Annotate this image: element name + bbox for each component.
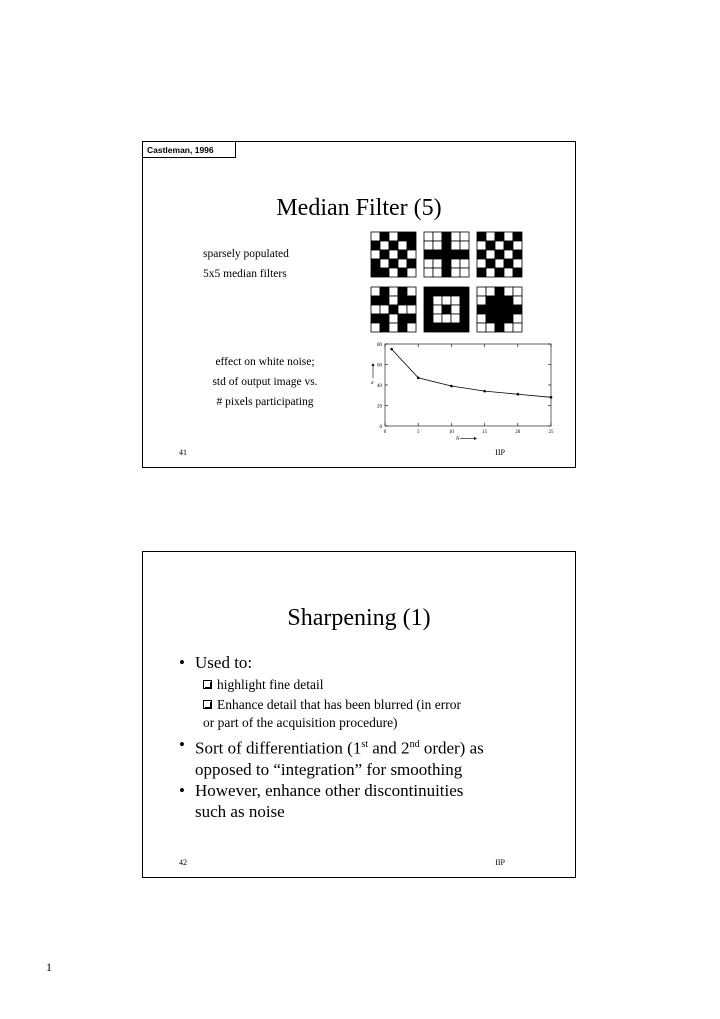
bullet-item: [173, 734, 553, 780]
mask-cell: [433, 305, 442, 314]
mask-cell: [380, 305, 389, 314]
mask-cell: [504, 323, 513, 332]
mask-cell: [486, 287, 495, 296]
mask-cell: [424, 232, 433, 241]
mask-cell: [477, 296, 486, 305]
mask-cell: [424, 250, 433, 259]
mask-cell: [477, 314, 486, 323]
mask-cell: [433, 259, 442, 268]
mask-cell: [407, 323, 416, 332]
mask-cell: [380, 232, 389, 241]
mask-cell: [442, 323, 451, 332]
mask-cell: [513, 250, 522, 259]
mask-cell: [477, 268, 486, 277]
checkbox-bullet-icon: [203, 700, 212, 709]
data-point: [483, 390, 486, 393]
caption-line: # pixels participating: [216, 396, 314, 408]
mask-cell: [407, 232, 416, 241]
bullet-text: However, enhance other discontinuities: [195, 780, 464, 800]
sub-bullet-text: Enhance detail that has been blurred (in error: [217, 697, 462, 712]
mask-cell: [407, 241, 416, 250]
mask-cell: [495, 241, 504, 250]
mask-cell: [486, 241, 495, 250]
mask-cell: [380, 296, 389, 305]
mask-cell: [451, 296, 460, 305]
mask-cell: [389, 305, 398, 314]
mask-cell: [398, 314, 407, 323]
caption-line: effect on white noise;: [215, 356, 315, 368]
mask-cell: [442, 241, 451, 250]
mask-cell: [451, 323, 460, 332]
mask-cell: [504, 287, 513, 296]
mask-cell: [407, 305, 416, 314]
bullet-item: [173, 780, 553, 822]
mask-cell: [424, 287, 433, 296]
mask-cell: [460, 305, 469, 314]
mask-cell: [504, 296, 513, 305]
mask-cell: [486, 323, 495, 332]
mask-cell: [451, 250, 460, 259]
mask-cell: [477, 287, 486, 296]
mask-cell: [486, 259, 495, 268]
mask-cell: [504, 250, 513, 259]
x-tick-label: 20: [515, 430, 521, 435]
mask-cell: [442, 287, 451, 296]
mask-cell: [371, 241, 380, 250]
filter-mask: [477, 232, 522, 277]
mask-cell: [371, 250, 380, 259]
series-line: [392, 349, 551, 397]
mask-cell: [495, 296, 504, 305]
mask-cell: [371, 259, 380, 268]
checkbox-bullet-icon: [203, 680, 212, 689]
mask-cell: [442, 314, 451, 323]
mask-cell: [380, 250, 389, 259]
mask-cell: [389, 241, 398, 250]
mask-cell: [460, 268, 469, 277]
filter-mask: [371, 287, 416, 332]
filter-mask-grid: [369, 230, 529, 334]
mask-cell: [371, 287, 380, 296]
sub-bullet-text: highlight fine detail: [217, 677, 324, 692]
mask-cell: [504, 259, 513, 268]
mask-cell: [380, 268, 389, 277]
mask-cell: [451, 232, 460, 241]
mask-cell: [371, 296, 380, 305]
mask-cell: [407, 314, 416, 323]
mask-cell: [477, 305, 486, 314]
mask-cell: [389, 259, 398, 268]
slide-number: 41: [179, 448, 187, 457]
sub-bullet-text: or part of the acquisition procedure): [203, 715, 398, 730]
data-point: [390, 348, 393, 351]
filter-mask: [424, 232, 469, 277]
mask-cell: [477, 323, 486, 332]
mask-cell: [398, 296, 407, 305]
x-tick-label: 25: [548, 430, 554, 435]
mask-cell: [442, 296, 451, 305]
mask-cell: [486, 250, 495, 259]
x-tick-label: 10: [448, 430, 454, 435]
mask-cell: [407, 259, 416, 268]
data-point: [417, 377, 420, 380]
mask-cell: [495, 287, 504, 296]
mask-cell: [477, 250, 486, 259]
y-tick-label: 80: [377, 343, 382, 348]
mask-cell: [433, 323, 442, 332]
y-axis-arrow-head: [372, 363, 375, 366]
y-tick-label: 0: [379, 425, 382, 430]
mask-cell: [433, 314, 442, 323]
mask-cell: [486, 314, 495, 323]
x-tick-label: 15: [482, 430, 488, 435]
slide-title: Median Filter (5): [276, 195, 442, 221]
mask-cell: [513, 296, 522, 305]
page-number: 1: [46, 960, 52, 974]
mask-cell: [389, 250, 398, 259]
mask-cell: [407, 296, 416, 305]
mask-cell: [513, 268, 522, 277]
mask-cell: [513, 314, 522, 323]
mask-cell: [460, 232, 469, 241]
mask-cell: [433, 232, 442, 241]
mask-cell: [451, 314, 460, 323]
plot-frame: [385, 344, 551, 426]
mask-cell: [424, 296, 433, 305]
mask-cell: [398, 259, 407, 268]
mask-cell: [495, 232, 504, 241]
mask-cell: [424, 323, 433, 332]
mask-cell: [442, 259, 451, 268]
mask-cell: [389, 268, 398, 277]
mask-cell: [486, 305, 495, 314]
bullet-icon: •: [179, 780, 185, 800]
mask-cell: [495, 259, 504, 268]
mask-cell: [495, 305, 504, 314]
slide-title: Sharpening (1): [287, 605, 431, 631]
mask-cell: [433, 287, 442, 296]
slide-42: [142, 551, 576, 878]
data-point: [550, 396, 553, 399]
mask-cell: [495, 323, 504, 332]
mask-cell: [513, 232, 522, 241]
sub-bullet-item: [173, 676, 553, 694]
mask-cell: [513, 323, 522, 332]
mask-cell: [398, 241, 407, 250]
bullet-list: [173, 652, 553, 822]
mask-cell: [495, 314, 504, 323]
mask-cell: [451, 259, 460, 268]
mask-cell: [477, 259, 486, 268]
mask-cell: [398, 323, 407, 332]
mask-cell: [460, 323, 469, 332]
slide-number: 42: [179, 858, 187, 867]
mask-cell: [442, 232, 451, 241]
mask-cell: [398, 305, 407, 314]
mask-cell: [460, 296, 469, 305]
mask-cell: [504, 241, 513, 250]
filter-caption: [203, 244, 289, 284]
x-tick-label: 0: [383, 430, 387, 435]
caption-line: sparsely populated: [203, 248, 289, 260]
mask-cell: [389, 323, 398, 332]
mask-cell: [371, 268, 380, 277]
mask-cell: [460, 314, 469, 323]
caption-line: 5x5 median filters: [203, 268, 287, 280]
mask-cell: [371, 305, 380, 314]
data-point: [517, 393, 520, 396]
mask-cell: [513, 259, 522, 268]
mask-cell: [460, 250, 469, 259]
mask-cell: [433, 268, 442, 277]
bullet-text: such as noise: [195, 801, 285, 821]
mask-cell: [407, 250, 416, 259]
mask-cell: [407, 268, 416, 277]
mask-cell: [442, 305, 451, 314]
caption-line: std of output image vs.: [212, 376, 318, 388]
mask-cell: [380, 241, 389, 250]
bullet-text: Sort of differentiation (1st and 2nd order) as: [195, 738, 484, 758]
filter-mask: [371, 232, 416, 277]
slide-footer: IIP: [495, 448, 505, 457]
mask-cell: [451, 241, 460, 250]
mask-cell: [398, 287, 407, 296]
mask-cell: [424, 268, 433, 277]
mask-cell: [398, 232, 407, 241]
mask-cell: [486, 232, 495, 241]
mask-cell: [513, 305, 522, 314]
mask-cell: [451, 268, 460, 277]
mask-cell: [380, 323, 389, 332]
mask-cell: [451, 305, 460, 314]
mask-cell: [504, 305, 513, 314]
mask-cell: [460, 259, 469, 268]
x-axis-arrow-head: [474, 437, 477, 440]
mask-cell: [424, 241, 433, 250]
mask-cell: [477, 241, 486, 250]
data-point: [450, 385, 453, 388]
filter-mask: [424, 287, 469, 332]
bullet-text: Used to:: [195, 653, 253, 672]
x-tick-label: 5: [416, 430, 420, 435]
mask-cell: [371, 323, 380, 332]
mask-cell: [380, 314, 389, 323]
mask-cell: [424, 259, 433, 268]
y-axis-label: σ: [371, 381, 374, 386]
mask-cell: [504, 268, 513, 277]
mask-cell: [486, 296, 495, 305]
mask-cell: [380, 287, 389, 296]
mask-cell: [389, 287, 398, 296]
mask-cell: [389, 296, 398, 305]
mask-cell: [504, 314, 513, 323]
mask-cell: [495, 250, 504, 259]
bullet-item: [173, 652, 553, 673]
sub-bullet-item: [173, 696, 553, 732]
y-tick-label: 20: [377, 404, 382, 410]
bullet-icon: •: [179, 653, 185, 672]
mask-cell: [389, 314, 398, 323]
mask-cell: [407, 287, 416, 296]
mask-cell: [371, 232, 380, 241]
mask-cell: [442, 268, 451, 277]
y-tick-label: 40: [377, 384, 382, 389]
mask-cell: [442, 250, 451, 259]
x-axis-label: N: [456, 437, 460, 442]
mask-cell: [433, 250, 442, 259]
mask-cell: [513, 241, 522, 250]
mask-cell: [433, 296, 442, 305]
mask-cell: [398, 268, 407, 277]
mask-cell: [460, 287, 469, 296]
mask-cell: [371, 314, 380, 323]
mask-cell: [513, 287, 522, 296]
mask-cell: [486, 268, 495, 277]
bullet-icon: •: [179, 735, 185, 754]
source-tag: Castleman, 1996: [143, 142, 236, 158]
bullet-text: opposed to “integration” for smoothing: [195, 759, 463, 779]
mask-cell: [424, 314, 433, 323]
slide-41: [142, 141, 576, 468]
filter-mask: [477, 287, 522, 332]
slide-footer: IIP: [495, 858, 505, 867]
mask-cell: [398, 250, 407, 259]
mask-cell: [477, 232, 486, 241]
mask-cell: [424, 305, 433, 314]
mask-cell: [504, 232, 513, 241]
mask-cell: [451, 287, 460, 296]
mask-cell: [460, 241, 469, 250]
plot-caption: [195, 352, 335, 412]
mask-cell: [495, 268, 504, 277]
mask-cell: [380, 259, 389, 268]
mask-cell: [433, 241, 442, 250]
noise-std-plot: [357, 338, 557, 442]
y-tick-label: 60: [377, 363, 382, 369]
mask-cell: [389, 232, 398, 241]
